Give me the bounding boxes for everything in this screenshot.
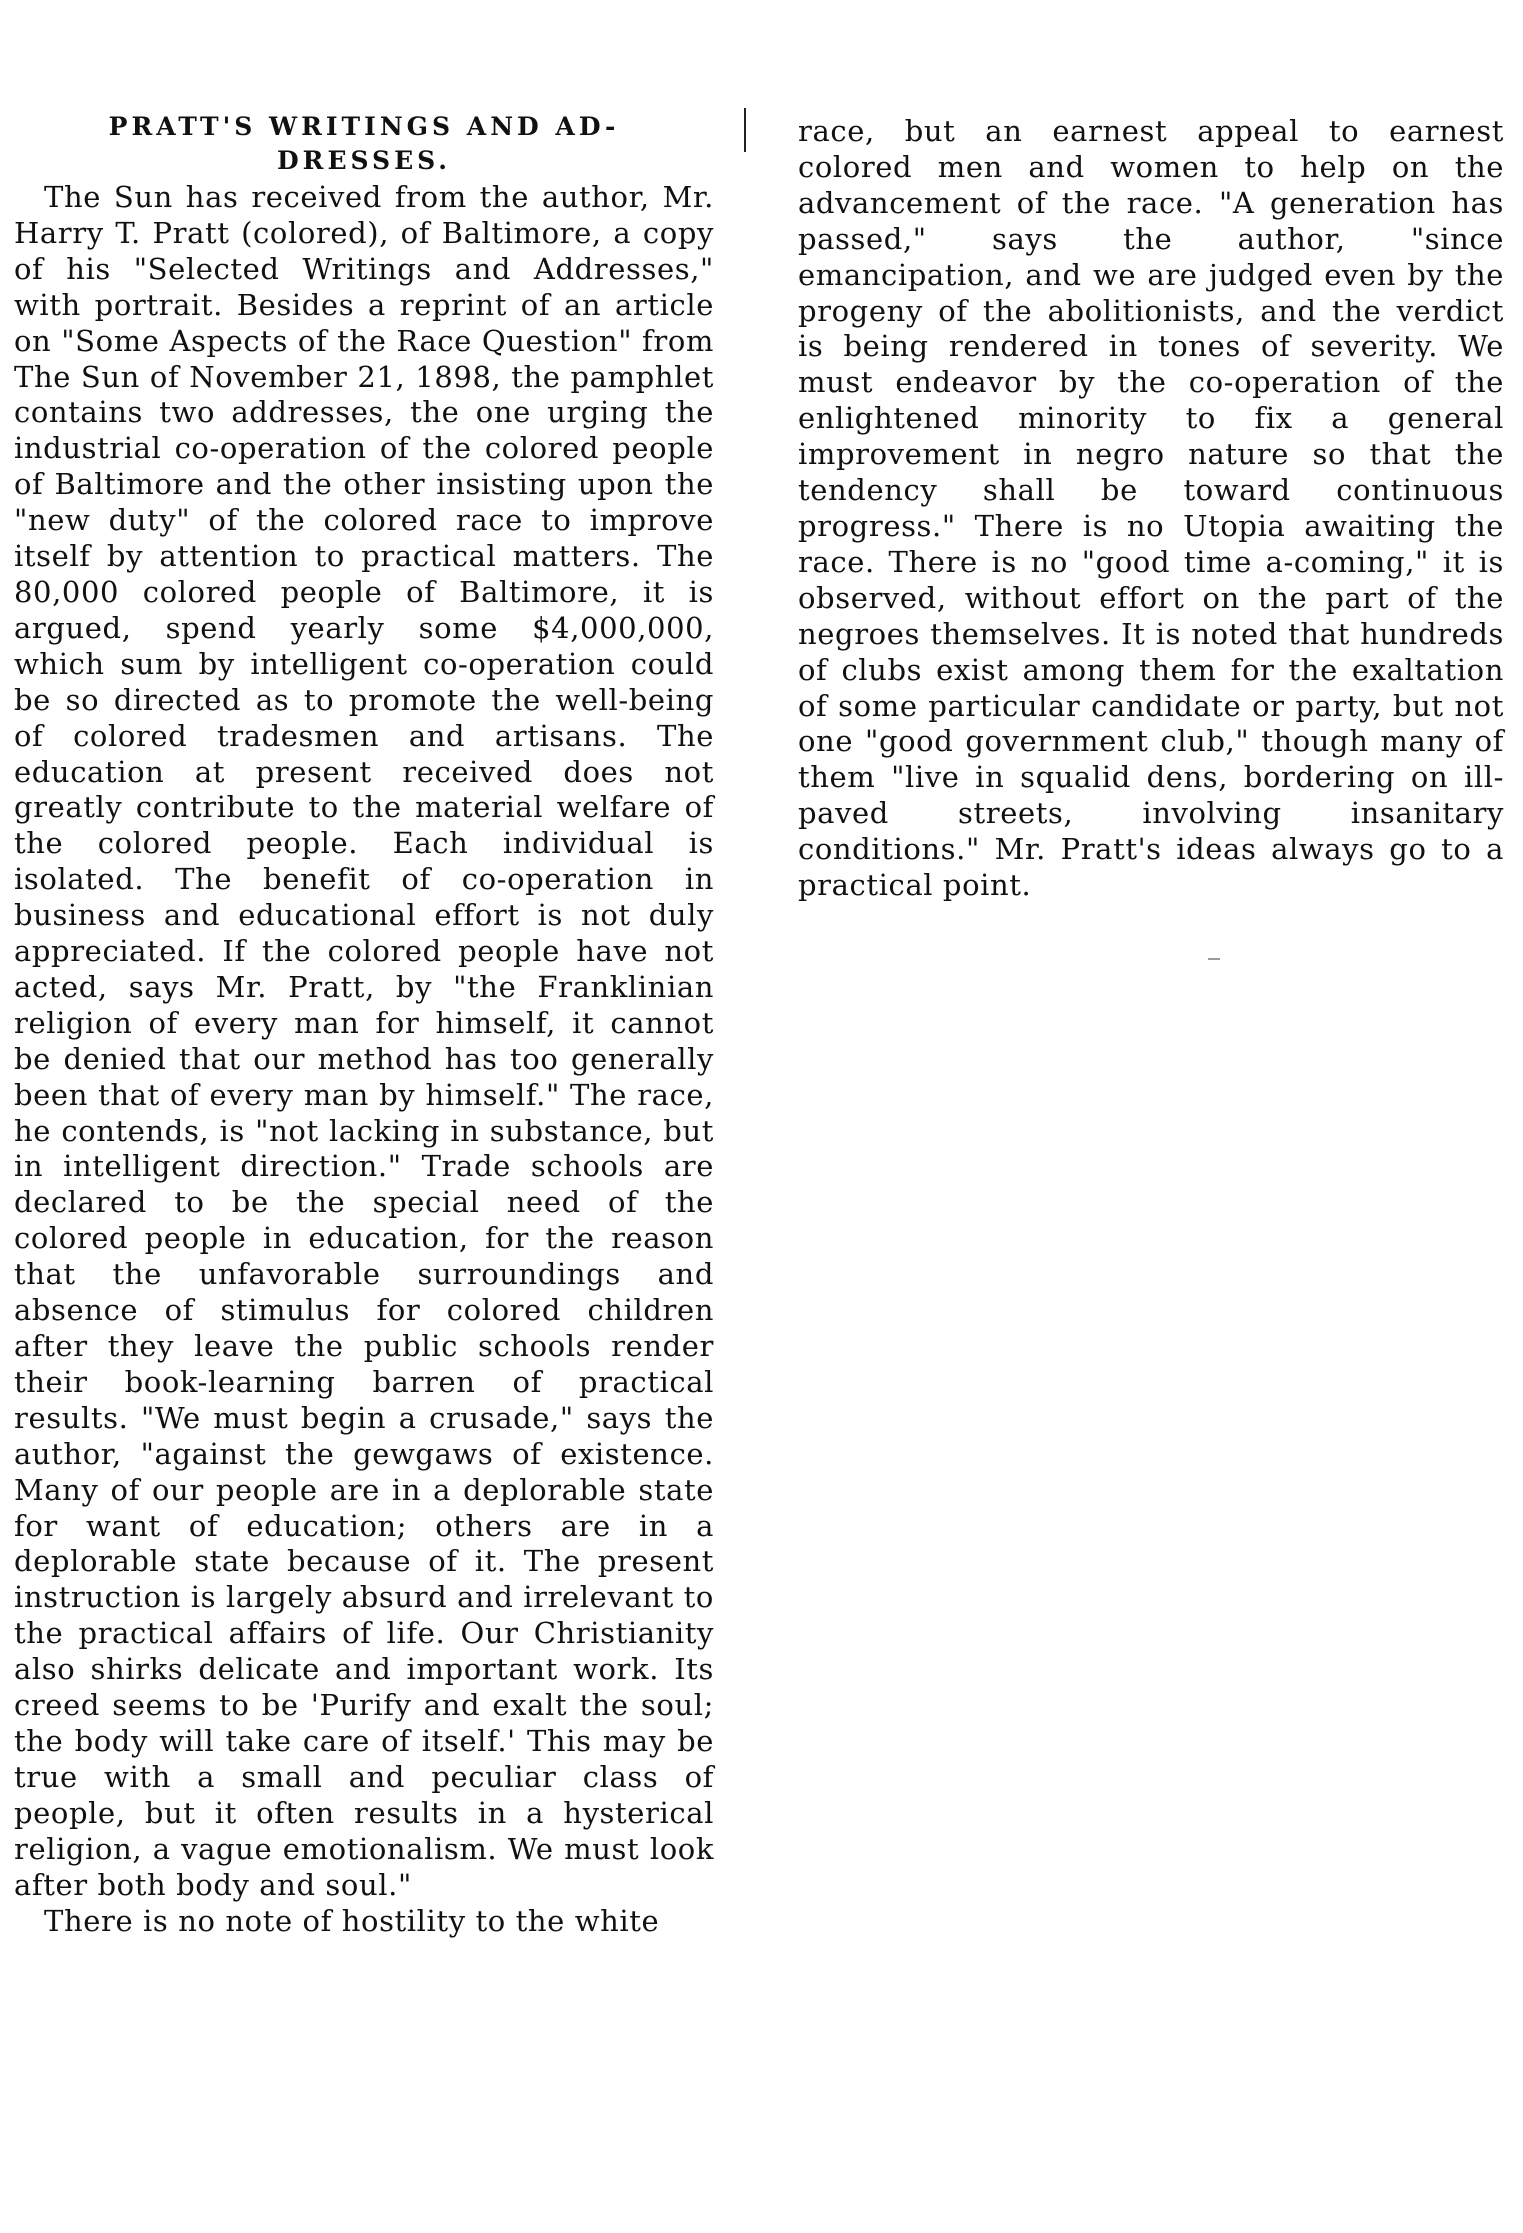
article-paragraph-2-continued: race, but an earnest appeal to earnest colored men and women to help on the advancement of the race. "A generation has passed," says the author, "since emancipation, and we are judged even by the progeny of the abolitionists, and the verdict is being rendered in tones of severity. We must endeavor by the co-operation of the enlightened minority to fix a general improvement in negro nature so that the tendency shall be toward continuous progress." There is no Utopia awaiting the race. There is no "good time a-coming," it is observed, without effort on the part of the negroes themselves. It is noted that hundreds of clubs exist among them for the exaltation of some particular candidate or party, but not one "good government club," though many of them "live in squalid dens, bordering on ill-paved streets, involving insanitary conditions." Mr. Pratt's ideas always go to a practical point. [798, 114, 1504, 903]
article-paragraph-2-start: There is no note of hostility to the white [44, 1903, 660, 1938]
headline-line-2: DRESSES. [277, 146, 451, 175]
right-column [798, 114, 1504, 904]
article-headline [14, 110, 714, 178]
print-speck [1208, 958, 1220, 960]
left-column [14, 110, 714, 1939]
column-rule [744, 108, 746, 152]
headline-line-1: PRATT'S WRITINGS AND AD- [108, 112, 620, 141]
article-paragraph-1: The Sun has received from the author, Mr. Harry T. Pratt (colored), of Baltimore, a copy of his "Selected Writings and Addresses," with portrait. Besides a reprint of an article on "Some Aspects of the Race Question" from The Sun of November 21, 1898, the pamphlet contains two addresses, the one urging the industrial co-operation of the colored people of Baltimore and the other insisting upon the "new duty" of the colored race to improve itself by attention to practical matters. The 80,000 colored people of Baltimore, it is argued, spend yearly some $4,000,000, which sum by intelligent co-operation could be so directed as to promote the well-being of colored tradesmen and artisans. The education at present received does not greatly contribute to the material welfare of the colored people. Each individual is isolated. The benefit of co-operation in business and educational effort is not duly appreciated. If the colored people have not acted, says Mr. Pratt, by "the Franklinian religion of every man for himself, it cannot be denied that our method has too generally been that of every man by himself." The race, he contends, is "not lacking in substance, but in intelligent direction." Trade schools are declared to be the special need of the colored people in education, for the reason that the unfavorable surroundings and absence of stimulus for colored children after they leave the public schools render their book-learning barren of practical results. "We must begin a crusade," says the author, "against the gewgaws of existence. Many of our people are in a deplorable state for want of education; others are in a deplorable state because of it. The present instruction is largely absurd and irrelevant to the practical affairs of life. Our Christianity also shirks delicate and important work. Its creed seems to be 'Purify and exalt the soul; the body will take care of itself.' This may be true with a small and peculiar class of people, but it often results in a hysterical religion, a vague emotionalism. We must look after both body and soul." [14, 180, 714, 1902]
